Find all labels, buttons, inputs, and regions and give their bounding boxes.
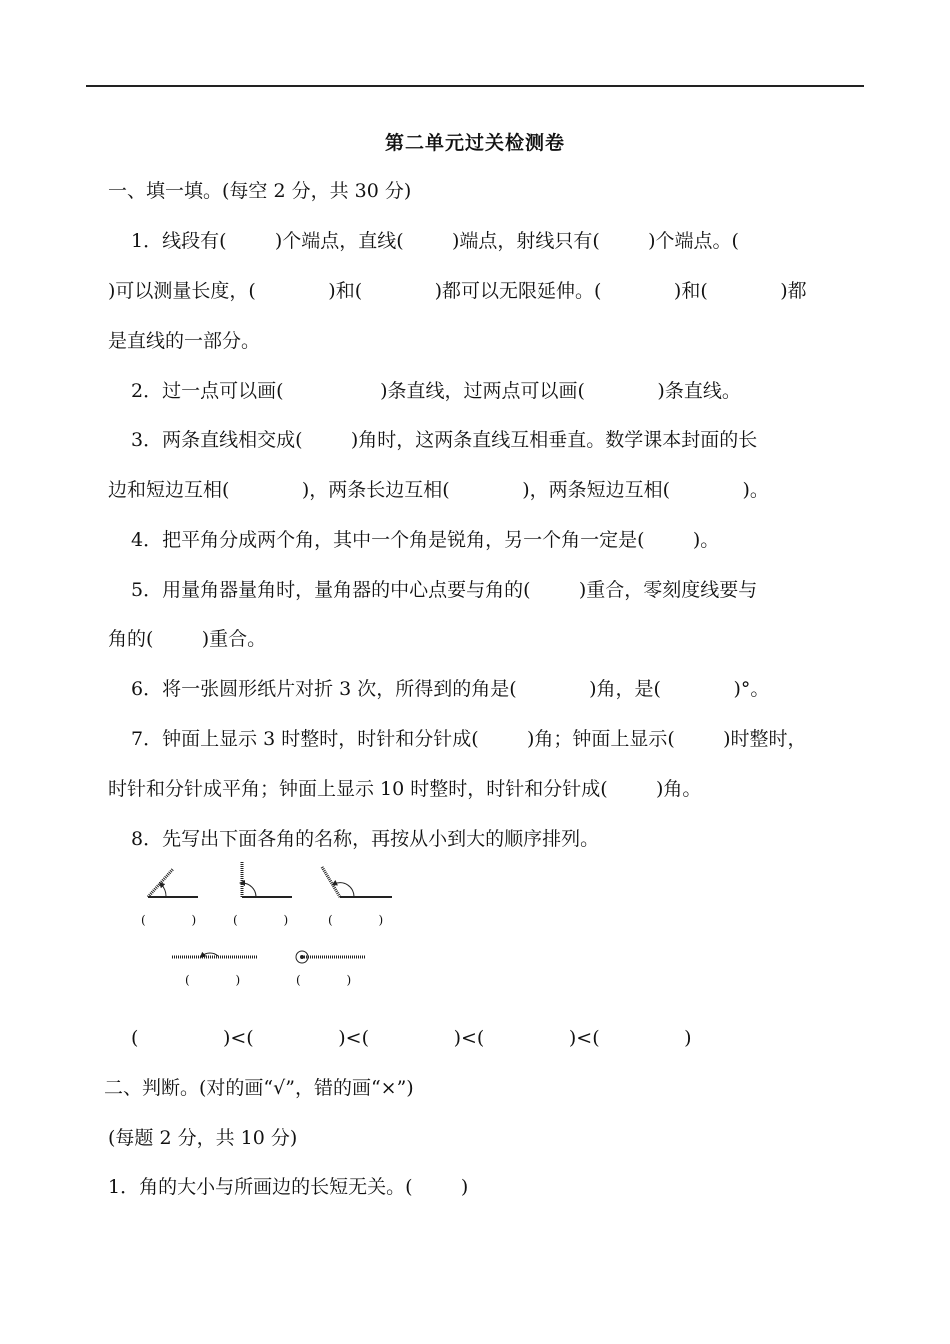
- order-line[interactable]: ( )<( )<( )<( )<( ): [131, 1027, 692, 1049]
- question-line: 3．两条直线相交成( )角时，这两条直线互相垂直。数学课本封面的长: [131, 429, 758, 451]
- question-line: )可以测量长度，( )和( )都可以无限延伸。( )和( )都: [108, 280, 807, 302]
- question-line: 1．角的大小与所画边的长短无关。( ): [108, 1176, 469, 1198]
- section2-heading: 二、判断。(对的画“√”，错的画“×”): [104, 1077, 414, 1099]
- section1-heading: 一、填一填。(每空 2 分，共 30 分): [108, 180, 412, 202]
- right-angle-figure: [242, 862, 292, 897]
- question-line: 4．把平角分成两个角，其中一个角是锐角，另一个角一定是( )。: [131, 529, 720, 551]
- angle-name-blank[interactable]: ( ): [296, 973, 352, 987]
- question-line: 7．钟面上显示 3 时整时，时针和分针成( )角；钟面上显示( )时整时，: [131, 728, 807, 750]
- angle-name-blank[interactable]: ( ): [185, 973, 241, 987]
- question-line: 边和短边互相( )，两条长边互相( )，两条短边互相( )。: [108, 479, 769, 501]
- question-line: 时针和分针成平角；钟面上显示 10 时整时，时针和分针成( )角。: [108, 778, 702, 800]
- question-line: 8．先写出下面各角的名称，再按从小到大的顺序排列。: [131, 828, 600, 850]
- obtuse-angle-figure: [322, 867, 392, 897]
- question-line: 6．将一张圆形纸片对折 3 次，所得到的角是( )角，是( )°。: [131, 678, 770, 700]
- question-line: 是直线的一部分。: [108, 330, 261, 352]
- section2-subheading: (每题 2 分，共 10 分): [108, 1127, 298, 1149]
- question-line: 1．线段有( )个端点，直线( )端点，射线只有( )个端点。(: [131, 230, 739, 252]
- question-line: 角的( )重合。: [108, 628, 267, 650]
- acute-angle-figure: [148, 869, 198, 897]
- round-angle-figure: [296, 951, 365, 963]
- page-title: 第二单元过关检测卷: [384, 132, 565, 154]
- angle-name-blank[interactable]: ( ): [141, 913, 197, 927]
- angle-name-blank[interactable]: ( ): [328, 913, 384, 927]
- straight-angle-figure: [172, 953, 258, 957]
- question-line: 2．过一点可以画( )条直线，过两点可以画( )条直线。: [131, 380, 741, 402]
- question-line: 5．用量角器量角时，量角器的中心点要与角的( )重合，零刻度线要与: [131, 579, 758, 601]
- angle-name-blank[interactable]: ( ): [233, 913, 289, 927]
